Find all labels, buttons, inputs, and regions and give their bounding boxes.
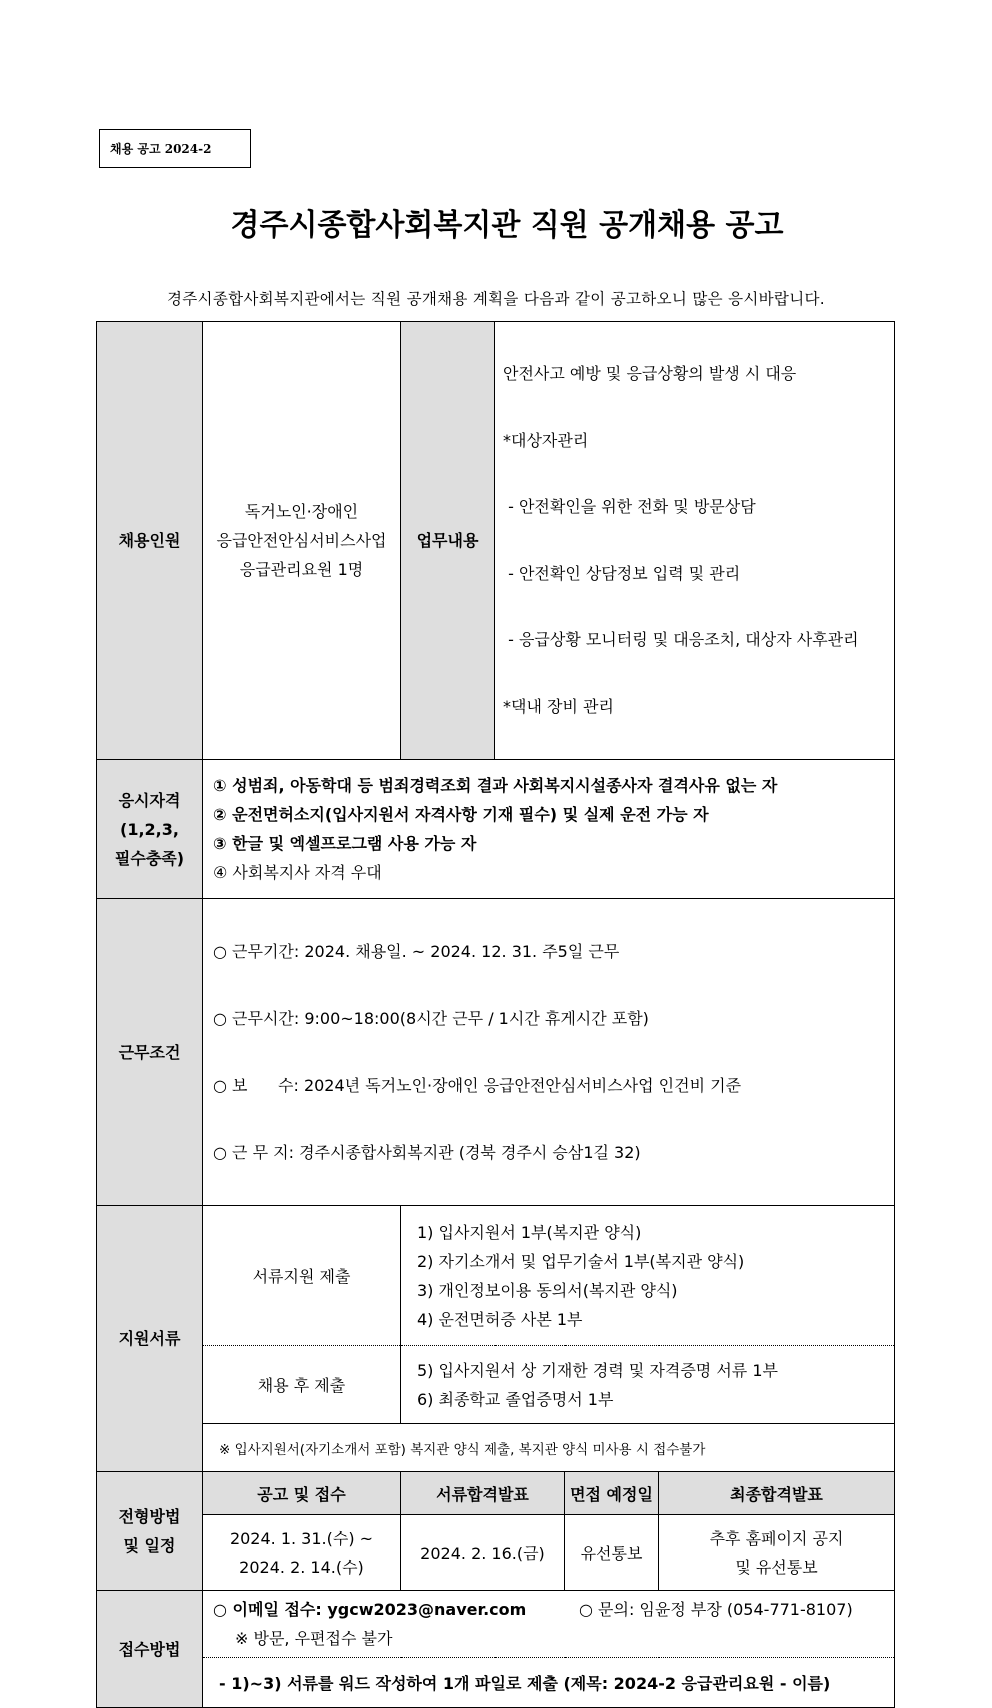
intro-text: 경주시종합사회복지관에서는 직원 공개채용 계획을 다음과 같이 공고하오니 많은 응시바랍니다. [167,290,825,308]
recruit-position [203,322,401,760]
condition-item: ○ 근무기간: 2024. 채용일. ~ 2024. 12. 31. 주5일 근무 [213,942,620,961]
qualification-item: ③ 한글 및 엑셀프로그램 사용 가능 자 [213,834,477,853]
schedule-value: 유선통보 [565,1515,659,1591]
schedule-head [97,1472,203,1591]
schedule-value-row [97,1515,895,1591]
document-item: 3) 개인정보이용 동의서(복지관 양식) [417,1280,678,1300]
application-contact: ○ 문의: 임윤정 부장 (054-771-8107) [579,1600,853,1619]
recruit-position-line: 응급안전안심서비스사업 [216,531,387,550]
page-title: 경주시종합사회복지관 직원 공개채용 공고 [230,208,784,243]
recruitment-table [96,321,895,1708]
qualification-head-line: (1,2,3, [120,819,179,839]
qualification-item: ② 운전면허소지(입사지원서 자격사항 기재 필수) 및 실제 운전 가능 자 [213,805,709,824]
application-visit-note: ※ 방문, 우편접수 불가 [235,1629,393,1648]
recruit-head: 채용인원 [97,322,203,760]
schedule-value-line: 및 유선통보 [735,1557,818,1577]
application-email: ○ 이메일 접수: ygcw2023@naver.com [213,1600,527,1619]
duties-head: 업무내용 [401,322,495,760]
documents-row [97,1206,895,1346]
document-item: 1) 입사지원서 1부(복지관 양식) [417,1222,642,1242]
application-instruction-b: 2024-2 응급관리요원 - 이름) [613,1674,831,1693]
duty-item: *대상자관리 [503,430,589,450]
schedule-head-line: 전형방법 [118,1507,181,1526]
schedule-head-line: 및 일정 [123,1536,176,1555]
application-instruction-a: - 1)~3) 서류를 워드 작성하여 1개 파일로 제출 (제목: [219,1674,614,1693]
duty-item: 안전사고 예방 및 응급상황의 발생 시 대응 [503,364,797,383]
condition-head: 근무조건 [97,899,203,1206]
application-line [213,1595,894,1624]
qualification-head [97,760,203,899]
qualification-list [203,760,895,899]
documents-note-row [97,1424,895,1472]
schedule-col-header: 서류합격발표 [401,1472,565,1515]
schedule-col-header: 최종합격발표 [659,1472,895,1515]
documents-submit-label: 서류지원 제출 [203,1206,401,1346]
schedule-value [659,1515,895,1591]
application-row [97,1591,895,1658]
schedule-value: 2024. 2. 16.(금) [401,1515,565,1591]
documents-note: ※ 입사지원서(자기소개서 포함) 복지관 양식 제출, 복지관 양식 미사용 시 접수불가 [203,1424,895,1472]
duties-list [495,322,895,760]
duty-item: - 안전확인을 위한 전화 및 방문상담 [503,497,756,516]
application-info [203,1591,895,1658]
qualification-item: ④ 사회복지사 자격 우대 [213,863,382,882]
qualification-head-line: 필수충족) [114,848,185,868]
documents-after-row [97,1346,895,1424]
condition-item: ○ 근무시간: 9:00~18:00(8시간 근무 / 1시간 휴게시간 포함) [213,1009,649,1028]
application-instruction-row [97,1658,895,1708]
document-item: 2) 자기소개서 및 업무기술서 1부(복지관 양식) [417,1251,745,1271]
document-item: 6) 최종학교 졸업증명서 1부 [417,1389,614,1409]
schedule-value [203,1515,401,1591]
schedule-value-line: 2024. 2. 14.(수) [239,1557,364,1577]
documents-after-list [401,1346,895,1424]
condition-row [97,899,895,1206]
application-head: 접수방법 [97,1591,203,1708]
qualification-row [97,760,895,899]
duty-item: *댁내 장비 관리 [503,696,614,716]
documents-submit-list [401,1206,895,1346]
notice-number-label: 채용 공고 2024-2 [99,129,251,168]
duty-item: - 안전확인 상담정보 입력 및 관리 [503,563,741,583]
schedule-col-header: 면접 예정일 [565,1472,659,1515]
documents-head: 지원서류 [97,1206,203,1472]
qualification-head-line: 응시자격 [118,790,181,810]
document-item: 5) 입사지원서 상 기재한 경력 및 자격증명 서류 1부 [417,1360,778,1380]
schedule-col-header: 공고 및 접수 [203,1472,401,1515]
schedule-value-line: 추후 홈페이지 공지 [709,1528,844,1548]
schedule-value-line: 2024. 1. 31.(수) ~ [229,1528,374,1548]
document-item: 4) 운전면허증 사본 1부 [417,1309,583,1329]
qualification-item: ① 성범죄, 아동학대 등 범죄경력조회 결과 사회복지시설종사자 결격사유 없는 자 [213,776,778,795]
duty-item: - 응급상황 모니터링 및 대응조치, 대상자 사후관리 [503,630,859,649]
application-instruction [203,1658,895,1708]
condition-item: ○ 근 무 지: 경주시종합사회복지관 (경북 경주시 승삼1길 32) [213,1143,641,1162]
condition-list [203,899,895,1206]
condition-item: ○ 보 수: 2024년 독거노인·장애인 응급안전안심서비스사업 인건비 기준 [213,1076,742,1095]
recruit-position-line: 응급관리요원 1명 [239,560,364,579]
recruit-position-line: 독거노인·장애인 [244,502,359,521]
recruit-row [97,322,895,760]
documents-after-label: 채용 후 제출 [203,1346,401,1424]
schedule-header-row [97,1472,895,1515]
